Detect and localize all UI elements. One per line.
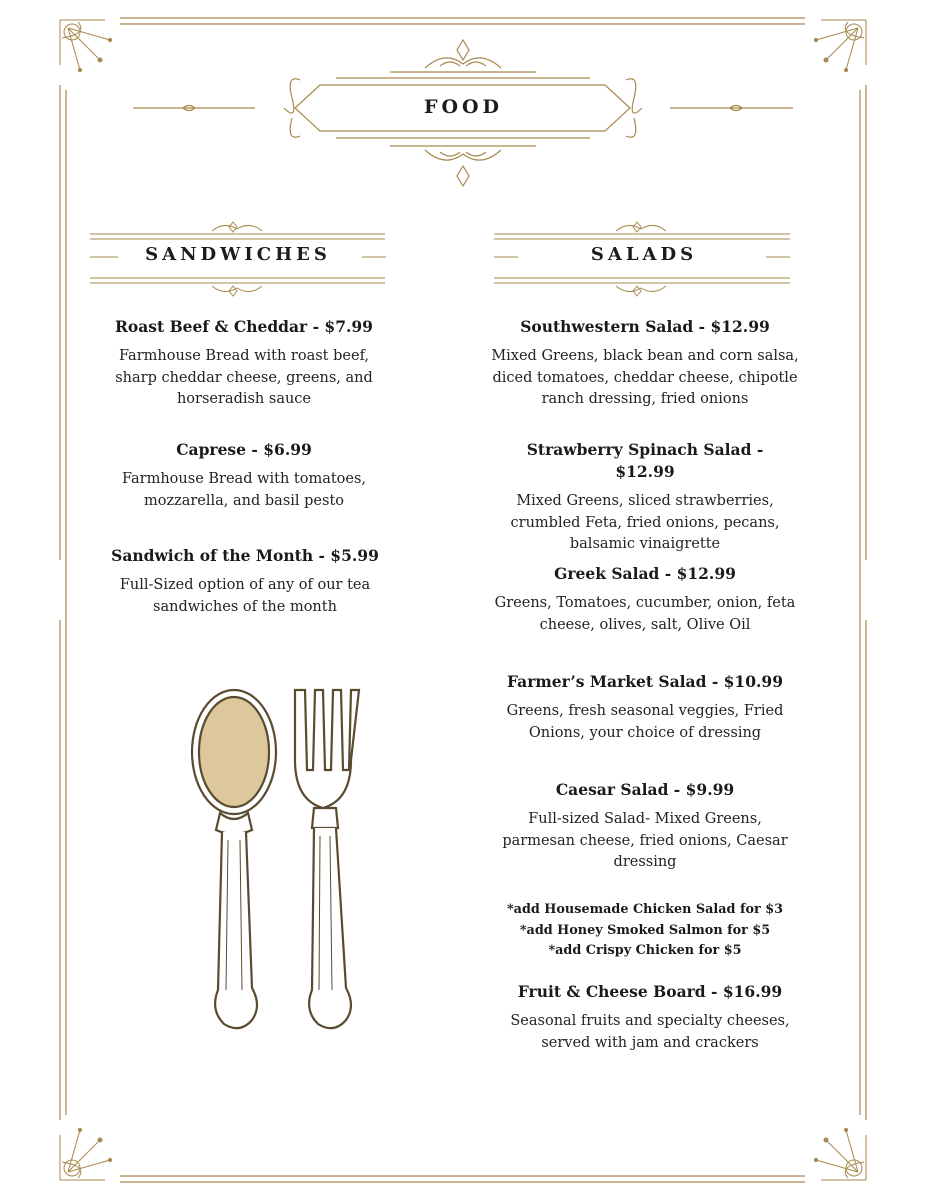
corner-ornament-icon (60, 1128, 112, 1180)
menu-item (490, 563, 800, 636)
item-name: Caesar Salad - $9.99 (555, 780, 735, 799)
item-name: Southwestern Salad - $12.99 (520, 317, 770, 336)
item-name: Caprese - $6.99 (176, 440, 312, 459)
item-name: Greek Salad - $12.99 (554, 564, 736, 583)
section-title-sandwiches: SANDWICHES (145, 244, 331, 265)
corner-ornament-icon (814, 1128, 866, 1180)
menu-item (110, 545, 380, 618)
menu-item (120, 439, 368, 512)
section-title-salads: SALADS (590, 244, 698, 265)
menu-item (490, 779, 800, 874)
item-description: Mixed Greens, sliced strawberries, crumbled Feta, fried onions, pecans, balsamic vinaigrette (510, 493, 780, 552)
menu-item (490, 316, 800, 411)
addon-list (490, 900, 800, 962)
item-name: Sandwich of the Month - $5.99 (111, 546, 379, 565)
menu-item (96, 316, 392, 411)
item-description: Full-Sized option of any of our tea sandwiches of the month (119, 577, 371, 615)
menu-title: FOOD (423, 96, 504, 118)
fork-icon (295, 690, 359, 1028)
menu-item (500, 671, 790, 744)
item-description: Greens, fresh seasonal veggies, Fried Onions, your choice of dressing (506, 703, 784, 741)
item-description: Mixed Greens, black bean and corn salsa, diced tomatoes, cheddar cheese, chipotle ranch dressing, fried onions (491, 348, 799, 407)
corner-ornament-icon (60, 20, 112, 72)
menu-item (505, 439, 785, 556)
item-name: Strawberry Spinach Salad - $12.99 (526, 440, 764, 481)
addon-item: *add Crispy Chicken for $5 (548, 943, 742, 958)
item-name: Fruit & Cheese Board - $16.99 (517, 982, 783, 1001)
item-description: Farmhouse Bread with tomatoes, mozzarella, and basil pesto (121, 471, 367, 509)
item-name: Farmer’s Market Salad - $10.99 (507, 672, 783, 691)
item-name: Roast Beef & Cheddar - $7.99 (115, 317, 373, 336)
spoon-icon (192, 690, 276, 1028)
item-description: Farmhouse Bread with roast beef, sharp cheddar cheese, greens, and horseradish sauce (115, 348, 373, 407)
item-description: Seasonal fruits and specialty cheeses, served with jam and crackers (510, 1013, 790, 1051)
item-description: Full-sized Salad- Mixed Greens, parmesan cheese, fried onions, Caesar dressing (502, 811, 788, 870)
item-description: Greens, Tomatoes, cucumber, onion, feta cheese, olives, salt, Olive Oil (494, 595, 796, 633)
corner-ornament-icon (814, 20, 866, 72)
menu-item (495, 981, 805, 1054)
addon-item: *add Housemade Chicken Salad for $3 (506, 902, 784, 917)
addon-item: *add Honey Smoked Salmon for $5 (519, 922, 771, 938)
